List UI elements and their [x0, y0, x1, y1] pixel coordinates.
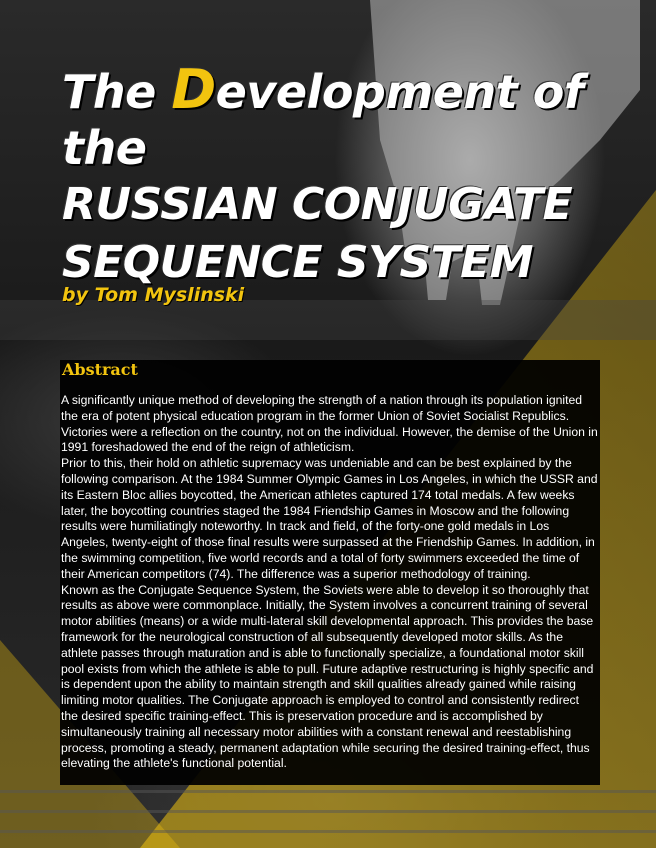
abstract-paragraph: Known as the Conjugate Sequence System, the Soviets were able to develop it so thoroughly that results as above were commonplace. Initially, the System involves a concurrent training of several motor abilities (means) or a wide multi-lateral skill developmental approach. This provides the base framework for the neurological construction of all subsequently developed motor skills. As the athlete passes through maturation and is able to functionally specialize, a foundational motor skill pool exists from which the athlete is able to pull. Future adaptive restructuring is highly specific and is dependent upon the ability to maintain strength and skill qualities already gained while raising limiting motor qualities. The Conjugate approach is employed to control and consistently redirect the desired specific training-effect. This is preservation procedure and is accomplished by simultaneously training all necessary motor abilities with a constant renewal and reestablishing process, promoting a steady, permanent adaptation while securing the desired training-effect, thus elevating the athlete's functional potential. — [61, 582, 594, 771]
title-line-1 — [62, 58, 622, 176]
author-byline: by Tom Myslinski — [62, 284, 245, 306]
title-word-the: The — [62, 65, 172, 119]
title-line-2: RUSSIAN CONJUGATE — [62, 179, 573, 230]
abstract-heading: Abstract — [62, 360, 138, 379]
title-drop-letter: D — [171, 58, 216, 121]
abstract-body — [61, 393, 598, 772]
abstract-paragraph: Prior to this, their hold on athletic supremacy was undeniable and can be best explained by the following comparison. At the 1984 Summer Olympic Games in Los Angeles, in which the USSR and its Eastern Bloc allies boycotted, the American athletes captured 174 total medals. A few weeks later, the boycotting countries staged the 1984 Friendship Games in Moscow and the following results were humiliatingly noteworthy. In track and field, of the forty-one gold medals in Los Angeles, twenty-eight of those final results were surpassed at the Friendship Games. In addition, in the swimming competition, five world records and a total of forty swimmers exceeded the time of their American competitors (74). The difference was a superior methodology of training. — [61, 456, 598, 581]
abstract-paragraph: A significantly unique method of developing the strength of a nation through its population ignited the era of potent physical education program in the former Union of Soviet Socialist Republics. Victories were a reflection on the country, not on the individual. However, the demise of the Union in 1991 foreshadowed the end of the reign of athleticism. — [61, 393, 598, 455]
title-line-3: SEQUENCE SYSTEM — [62, 237, 534, 288]
article-title — [62, 58, 622, 292]
title-line-1-rest: evelopment of the — [62, 65, 584, 175]
